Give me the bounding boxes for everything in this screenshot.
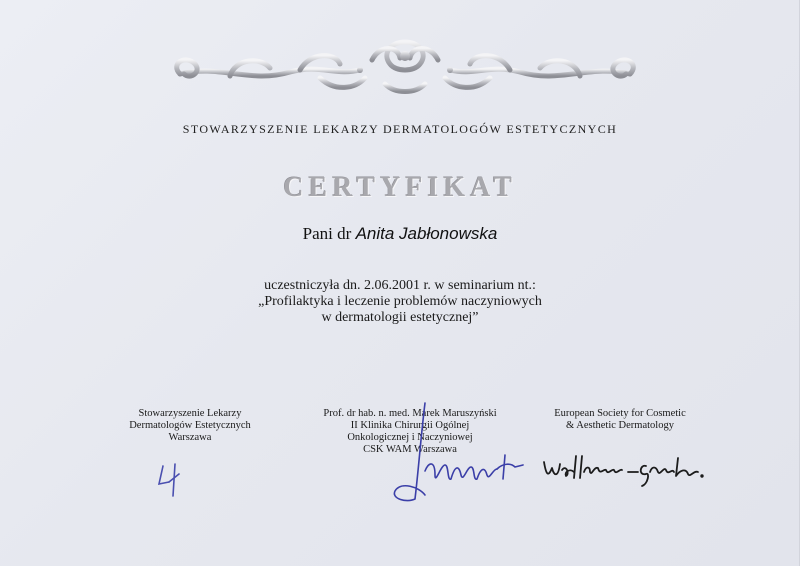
recipient-name: Anita Jabłonowska [355,224,498,243]
signatory-center-line2: II Klinika Chirurgii Ogólnej [350,420,470,431]
certificate-title: CERTYFIKAT [283,172,517,203]
seminar-title-line1: „Profilaktyka i leczenie problemów naczyniowych [258,294,542,309]
signatory-center-line1: Prof. dr hab. n. med. Marek Maruszyński [323,408,497,419]
signature-center-icon [385,395,535,513]
signature-left-icon [155,462,185,498]
signatory-right-line1: European Society for Cosmetic [554,408,686,419]
signatory-left-line3: Warszawa [168,432,212,443]
signatory-right-line2: & Aesthetic Dermatology [566,420,674,431]
participation-line: uczestniczyła dn. 2.06.2001 r. w seminarium nt.: [264,278,536,293]
organization-title: STOWARZYSZENIE LEKARZY DERMATOLOGÓW ESTETYCZNYCH [182,122,618,136]
recipient-line [0,224,800,244]
signatory-left-line2: Dermatologów Estetycznych [129,420,251,431]
certificate-body [0,278,800,326]
signature-right-icon [540,450,705,490]
seminar-title-line2: w dermatologii estetycznej” [321,310,479,325]
signatory-center-line3: Onkologicznej i Naczyniowej [347,432,473,443]
salutation: Pani dr [302,224,352,243]
signatory-left-line1: Stowarzyszenie Lekarzy [138,408,242,419]
signatory-center-line4: CSK WAM Warszawa [363,444,457,455]
signatory-right [530,408,710,432]
decorative-ornament-icon [160,34,650,100]
signatory-left [100,408,280,444]
